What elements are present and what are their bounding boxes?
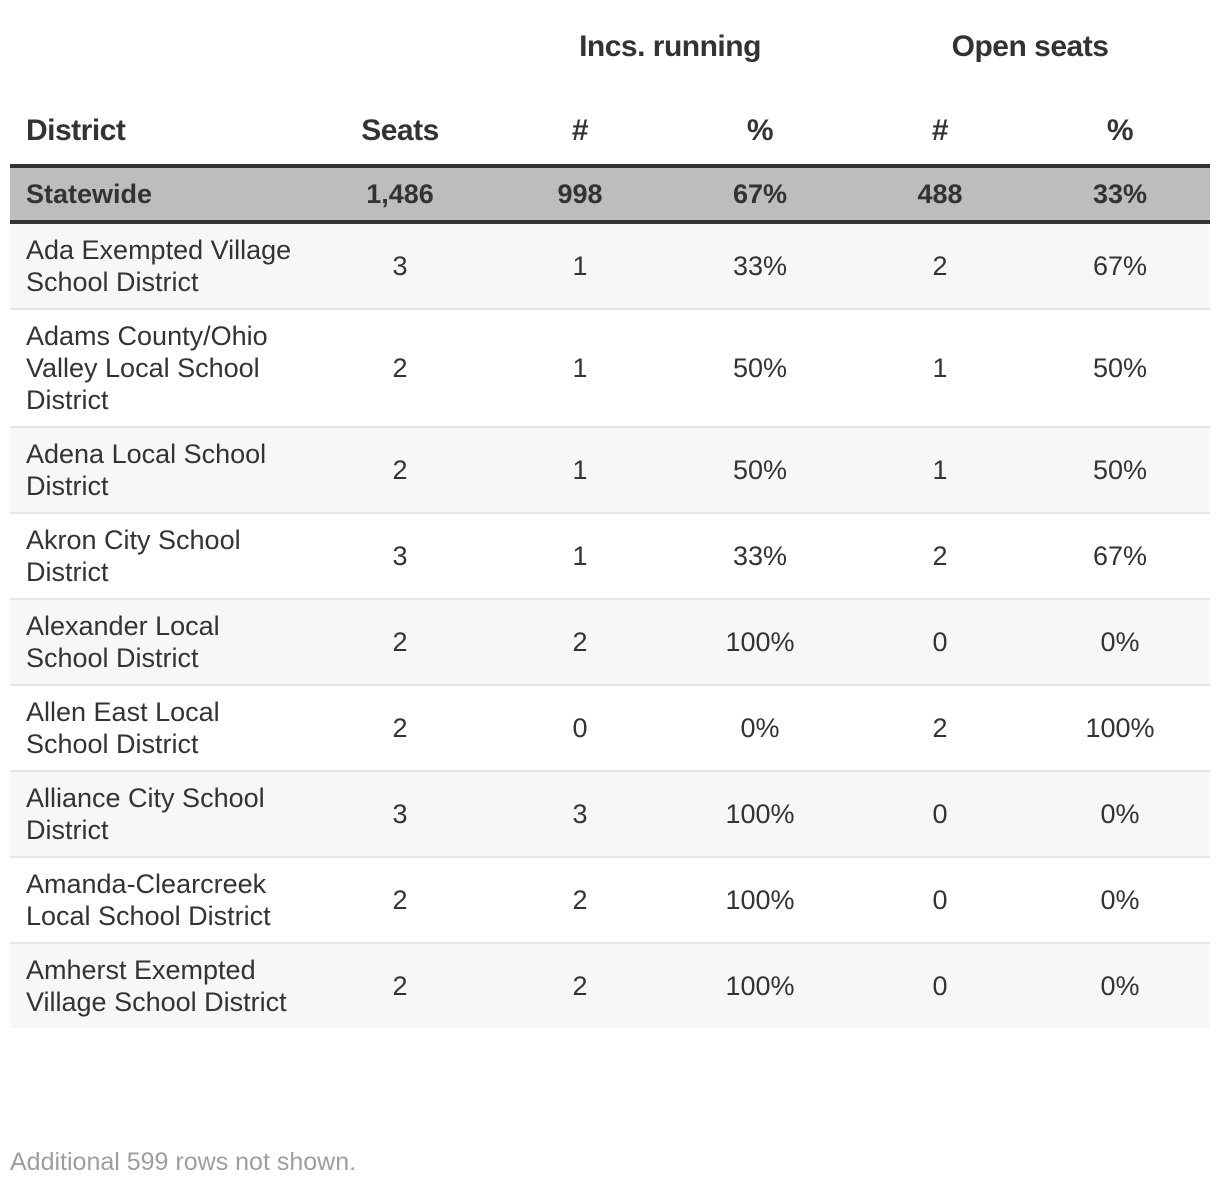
seats-cell: 3 bbox=[310, 222, 490, 309]
open-count-cell: 0 bbox=[850, 943, 1030, 1028]
statewide-incumbents-count: 998 bbox=[490, 166, 670, 222]
incumbents-count-cell: 0 bbox=[490, 685, 670, 771]
table-row bbox=[10, 943, 1210, 1028]
district-table bbox=[10, 0, 1210, 1028]
incumbents-count-cell: 3 bbox=[490, 771, 670, 857]
column-header-open-count[interactable]: # bbox=[931, 114, 949, 147]
table-row bbox=[10, 857, 1210, 943]
seats-cell: 2 bbox=[310, 857, 490, 943]
incumbents-count-cell: 2 bbox=[490, 943, 670, 1028]
incumbents-percent-cell: 33% bbox=[670, 222, 850, 309]
open-count-cell: 1 bbox=[850, 427, 1030, 513]
table-row bbox=[10, 222, 1210, 309]
incumbents-percent-cell: 50% bbox=[670, 427, 850, 513]
table-row bbox=[10, 309, 1210, 427]
incumbents-percent-cell: 100% bbox=[670, 599, 850, 685]
open-percent-cell: 67% bbox=[1030, 513, 1210, 599]
incumbents-percent-cell: 100% bbox=[670, 857, 850, 943]
seats-cell: 2 bbox=[310, 427, 490, 513]
incumbents-count-cell: 2 bbox=[490, 857, 670, 943]
column-header-incumbents-percent[interactable]: % bbox=[746, 114, 774, 147]
statewide-row bbox=[10, 166, 1210, 222]
open-count-cell: 0 bbox=[850, 771, 1030, 857]
incumbents-count-cell: 2 bbox=[490, 599, 670, 685]
open-percent-cell: 50% bbox=[1030, 427, 1210, 513]
open-percent-cell: 0% bbox=[1030, 599, 1210, 685]
open-count-cell: 0 bbox=[850, 857, 1030, 943]
group-header-incumbents: Incs. running bbox=[579, 30, 761, 63]
incumbents-percent-cell: 100% bbox=[670, 943, 850, 1028]
district-name: Allen East Local School District bbox=[10, 685, 310, 771]
table-row bbox=[10, 427, 1210, 513]
open-count-cell: 2 bbox=[850, 222, 1030, 309]
district-name: Adena Local School District bbox=[10, 427, 310, 513]
incumbents-percent-cell: 100% bbox=[670, 771, 850, 857]
group-header-row bbox=[10, 0, 1210, 96]
district-name: Akron City School District bbox=[10, 513, 310, 599]
rows-not-shown-note: Additional 599 rows not shown. bbox=[10, 1148, 357, 1176]
column-header-open-percent[interactable]: % bbox=[1106, 114, 1134, 147]
district-name: Amherst Exempted Village School District bbox=[10, 943, 310, 1028]
open-percent-cell: 50% bbox=[1030, 309, 1210, 427]
table-row bbox=[10, 771, 1210, 857]
open-percent-cell: 67% bbox=[1030, 222, 1210, 309]
column-header-district[interactable]: District bbox=[26, 114, 126, 147]
open-percent-cell: 0% bbox=[1030, 771, 1210, 857]
open-percent-cell: 100% bbox=[1030, 685, 1210, 771]
seats-cell: 2 bbox=[310, 599, 490, 685]
incumbents-percent-cell: 33% bbox=[670, 513, 850, 599]
group-header-spacer bbox=[310, 0, 490, 96]
open-count-cell: 2 bbox=[850, 685, 1030, 771]
incumbents-count-cell: 1 bbox=[490, 222, 670, 309]
statewide-open-percent: 33% bbox=[1030, 166, 1210, 222]
column-header-row bbox=[10, 96, 1210, 166]
district-name: Adams County/Ohio Valley Local School District bbox=[10, 309, 310, 427]
table-row bbox=[10, 685, 1210, 771]
column-header-seats[interactable]: Seats bbox=[361, 114, 439, 147]
incumbents-percent-cell: 50% bbox=[670, 309, 850, 427]
incumbents-count-cell: 1 bbox=[490, 427, 670, 513]
seats-cell: 3 bbox=[310, 771, 490, 857]
district-rows bbox=[10, 222, 1210, 1028]
statewide-incumbents-percent: 67% bbox=[670, 166, 850, 222]
column-header-incumbents-count[interactable]: # bbox=[571, 114, 589, 147]
open-count-cell: 0 bbox=[850, 599, 1030, 685]
group-header-spacer bbox=[10, 0, 310, 96]
incumbents-percent-cell: 0% bbox=[670, 685, 850, 771]
statewide-seats: 1,486 bbox=[310, 166, 490, 222]
table-row bbox=[10, 599, 1210, 685]
statewide-label: Statewide bbox=[10, 166, 310, 222]
open-percent-cell: 0% bbox=[1030, 943, 1210, 1028]
open-count-cell: 1 bbox=[850, 309, 1030, 427]
seats-cell: 3 bbox=[310, 513, 490, 599]
seats-cell: 2 bbox=[310, 309, 490, 427]
seats-cell: 2 bbox=[310, 685, 490, 771]
seats-cell: 2 bbox=[310, 943, 490, 1028]
table-row bbox=[10, 513, 1210, 599]
open-percent-cell: 0% bbox=[1030, 857, 1210, 943]
district-name: Alexander Local School District bbox=[10, 599, 310, 685]
district-name: Amanda-Clearcreek Local School District bbox=[10, 857, 310, 943]
open-count-cell: 2 bbox=[850, 513, 1030, 599]
statewide-open-count: 488 bbox=[850, 166, 1030, 222]
district-name: Alliance City School District bbox=[10, 771, 310, 857]
incumbents-count-cell: 1 bbox=[490, 309, 670, 427]
group-header-open-seats: Open seats bbox=[951, 30, 1109, 63]
district-name: Ada Exempted Village School District bbox=[10, 222, 310, 309]
district-table-container bbox=[10, 0, 1210, 1028]
incumbents-count-cell: 1 bbox=[490, 513, 670, 599]
